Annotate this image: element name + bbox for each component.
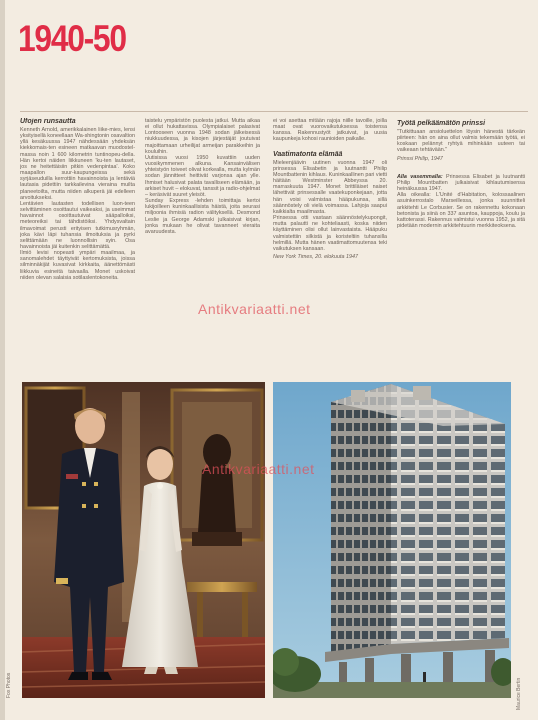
article-subhead: Työtä pelkäämätön prinssi	[397, 120, 486, 127]
article-paragraph: Lentävien lautasten todellisen luon-teen selvittäminen osoittautui vaikeaksi, ja useimmat havainnot osoittautuivat sääpalloiksi, meteoreiksi tai tähdistöiksi. Yhdysvaltain ilmavoimat perusti erityisen tutkimusryhmän, joka kävi läpi tuhansia ilmoituksia ja pyrki selittämään ne luonnollisin syin. Osa havainnoista jäi kuitenkin selittämättä.	[20, 200, 135, 250]
photo-credit: Fox Photos	[6, 672, 12, 698]
unite-habitation-photo	[273, 382, 511, 698]
caption-text: Prinsessa Elisabet ja luutnantti Philip Mountbatten julkaisivat kihlautumisensa heinäkuussa 1947.	[397, 173, 525, 193]
text-column-4	[397, 118, 525, 380]
page-title: 1940-50	[18, 18, 126, 59]
article-paragraph: Sunday Express -lehden toimittaja kertoi lukijoilleen kuninkaallisista häistä, joita seurasi miljoonia ihmisiä radion välityksellä. Desmond Leslie ja George Adamski julkaisivat kirjan, jonka mukaan he olivat tavanneet vieraita avaruudesta.	[145, 198, 260, 235]
watermark: Antikvariaatti.net	[198, 301, 311, 317]
text-column-1	[20, 118, 135, 380]
quote-source: Prinssi Philip, 1947	[397, 155, 443, 162]
article-paragraph: Mieleenjäävin uutinen vuonna 1947 oli prinsessa Elisabetin ja luutnantti Philip Mountbattenin kihlaus. Kuninkaallinen pari vietti häitään Westminster Abbeyssa 20. marraskuuta 1947. Monet brittiläiset naiset lähettivät prinsessalle vaatekuponkejaan, jotta hän voisi valmistaa hääpukunsa, sillä säännöstely oli vielä voimassa. Lahjoja saapui kaikkialta maailmasta.	[273, 159, 387, 215]
article-source: New York Times, 20. elokuuta 1947	[273, 253, 358, 260]
article-paragraph: ei voi asettaa mitään rajoja niille tavoille, joilla maat ovat vuorovaikutuksessa toistensa kanssa. Rakennustyöt jatkuivat, ja uusia kaupunkeja kohosi raunioiden paikalle.	[273, 118, 387, 143]
article-paragraph: taistelu ympäristön puolesta jatkui. Mutta aikaa ei ollut hukattavissa. Olympialaiset palasivat Lontooseen vuonna 1948 sodan jälkeisessä niukkuudessa, ja kisojen järjestäjät joutuivat majoittamaan urheilijat armeijan parakkeihin ja kouluihin.	[145, 118, 260, 155]
article-paragraph: Ilmiö levisi nopeasti ympäri maailmaa, ja sanomalehdet täyttyivät kertomuksista, joissa silminnäkijät kuvasivat kirkkaita, äänettömästi liikkuvia esineitä taivaalla. Monet uskoivat niiden olevan salaisia sotilaslentokoneita.	[20, 250, 135, 281]
photo-credit: Maurice Bertin	[516, 677, 522, 710]
article-subhead: Ufojen runsautta	[20, 118, 76, 125]
caption-title: Alla vasemmalla:	[397, 173, 443, 180]
article-subhead: Vaatimatonta elämää	[273, 150, 343, 158]
watermark: Antikvariaatti.net	[202, 461, 315, 477]
quote-paragraph: "Tutkittuaan ansioluettelon löysin hänestä tärkeän piirteen: hän on aina ollut valmis tekemään työtä, ei koskaan pelännyt ryhtyä mihinkään uuteen tai vaikeaan tehtävään."	[397, 129, 525, 154]
text-column-2	[145, 118, 260, 380]
article-paragraph: Kenneth Arnold, amerikkalainen liike-mies, lensi yksityisellä koneellaan Wa-shingtonin osavaltion yllä kesäkuussa 1947 nähdessään yhdeksän kiekkomais-ten esineen matkaavan muodostel-massa noin 1 600 kilometrin tuntinopeu-della. Hän kertoi näiden liikkuneen 'ku-ten lautaset, jos ne heitettäisiin pitkin vedenpintaa'. Koko maapallon suur-kaupungeissa sekä syrjäseuduilla kerrottiin havainnoista ja lentäviä lautasia pidettiin tarkkailevina vieraina muilta planeetoilta, mutta niiden alkuperä jäi edelleen arvoitukseksi.	[20, 127, 135, 201]
photo-caption	[397, 174, 525, 192]
article-paragraph: Prinsessa otti vastaan säännöstelykupongit, mutta palautti ne kohteliaasti, koska niiden käyttäminen olisi ollut lainvastaista. Hääpuku valmistettiin silkistä ja koristeltiin tuhansilla helmillä. Mutta hänen vaatimattomuutensa teki vaikutuksen kansaan.	[273, 215, 387, 252]
text-column-3	[273, 118, 387, 380]
article-paragraph: Uutisissa vuosi 1950 kuvattiin uuden vuosikymmenen alkuna. Kansainvälisen yhteistyön toiveet olivat korkealla, mutta kylmän sodan jännitteet heittivät varjonsa ajan ylle. Ihmiset halusivat palata tavalliseen elämään, ja arkiset huvit – elokuvat, tanssit ja radio-ohjelmat – keräsivät suuret yleisöt.	[145, 154, 260, 198]
royal-couple-photo	[22, 382, 265, 698]
page-edge	[0, 0, 5, 720]
photo-caption: Alla oikealla: L'Unité d'Habitation, kolossaalinen asuinkerrostalo Marseillessa, jonka suunnitteli arkkitehti Le Corbusier. Se on rakennettu kokonaan betonista ja siinä on 337 asuntoa, kauppoja, koulu ja kattoterassi. Rakennus valmistui vuonna 1952, ja sitä pidetään modernin arkkitehtuurin merkkiteoksena.	[397, 192, 525, 230]
header-divider	[20, 111, 528, 112]
